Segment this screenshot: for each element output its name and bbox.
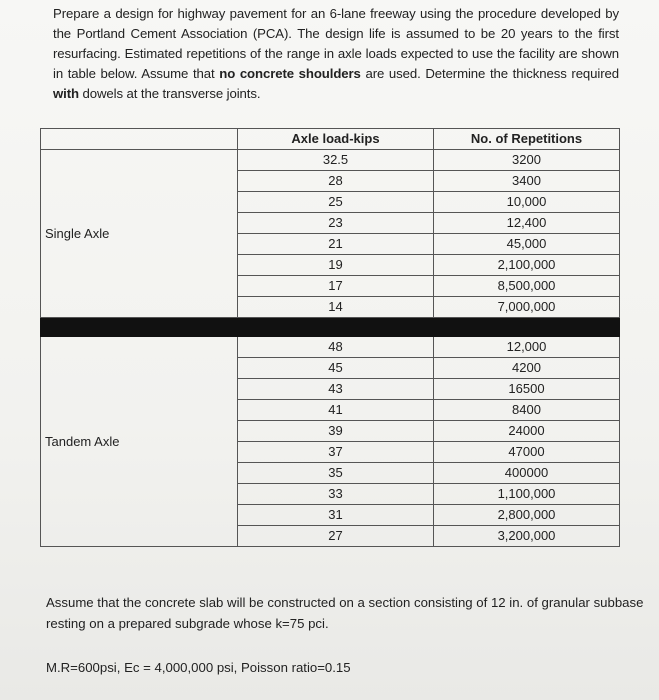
axle-load-cell: 31 — [238, 505, 434, 526]
repetitions-cell: 10,000 — [434, 192, 620, 213]
intro-text-1: Prepare a design for highway pavement for an 6-lane freeway using the procedure developed by the Portland Cement Association (PCA). The design life is assumed to be 20 years to the first resurfacing. Estimated repetitions of the range in axle loads expected to use the facility are shown in table below. Assume that — [53, 6, 619, 81]
axle-load-cell: 23 — [238, 213, 434, 234]
single-axle-label: Single Axle — [41, 150, 238, 318]
repetitions-cell: 8400 — [434, 400, 620, 421]
repetitions-cell: 4200 — [434, 358, 620, 379]
axle-load-cell: 19 — [238, 255, 434, 276]
axle-load-cell: 17 — [238, 276, 434, 297]
repetitions-cell: 1,100,000 — [434, 484, 620, 505]
axle-load-cell: 33 — [238, 484, 434, 505]
axle-load-table — [40, 128, 620, 547]
repetitions-cell: 3400 — [434, 171, 620, 192]
intro-text-2: are used. Determine the thickness required — [360, 66, 619, 81]
table-header-row — [41, 129, 620, 150]
axle-load-cell: 43 — [238, 379, 434, 400]
tandem-axle-label: Tandem Axle — [41, 337, 238, 547]
axle-load-cell: 28 — [238, 171, 434, 192]
axle-load-cell: 25 — [238, 192, 434, 213]
repetitions-cell: 7,000,000 — [434, 297, 620, 318]
table-header-empty — [41, 129, 238, 150]
axle-load-cell: 35 — [238, 463, 434, 484]
repetitions-cell: 24000 — [434, 421, 620, 442]
repetitions-cell: 47000 — [434, 442, 620, 463]
axle-load-cell: 14 — [238, 297, 434, 318]
group-separator-bar — [41, 318, 620, 337]
material-parameters: M.R=600psi, Ec = 4,000,000 psi, Poisson ratio=0.15 — [46, 660, 351, 675]
axle-load-cell: 32.5 — [238, 150, 434, 171]
repetitions-cell: 2,100,000 — [434, 255, 620, 276]
repetitions-cell: 2,800,000 — [434, 505, 620, 526]
axle-load-cell: 39 — [238, 421, 434, 442]
intro-bold-shoulders: no concrete shoulders — [219, 66, 361, 81]
axle-load-cell: 41 — [238, 400, 434, 421]
separator-cell — [41, 318, 620, 337]
axle-load-table-body — [41, 129, 620, 547]
repetitions-cell: 12,000 — [434, 337, 620, 358]
table-row — [41, 337, 620, 358]
assumption-text: Assume that the concrete slab will be constructed on a section consisting of 12 in. of granular subbase resting on a prepared subgrade whose k=75 pci. — [46, 595, 644, 631]
axle-load-cell: 45 — [238, 358, 434, 379]
axle-load-cell: 27 — [238, 526, 434, 547]
repetitions-cell: 12,400 — [434, 213, 620, 234]
repetitions-cell: 3200 — [434, 150, 620, 171]
repetitions-cell: 8,500,000 — [434, 276, 620, 297]
repetitions-cell: 45,000 — [434, 234, 620, 255]
header-repetitions: No. of Repetitions — [434, 129, 620, 150]
header-axle-load: Axle load-kips — [238, 129, 434, 150]
repetitions-cell: 3,200,000 — [434, 526, 620, 547]
table-row — [41, 150, 620, 171]
axle-load-cell: 21 — [238, 234, 434, 255]
intro-bold-with: with — [53, 86, 79, 101]
problem-statement — [53, 4, 619, 104]
intro-text-3: dowels at the transverse joints. — [78, 86, 261, 101]
repetitions-cell: 400000 — [434, 463, 620, 484]
axle-load-cell: 37 — [238, 442, 434, 463]
repetitions-cell: 16500 — [434, 379, 620, 400]
axle-load-cell: 48 — [238, 337, 434, 358]
